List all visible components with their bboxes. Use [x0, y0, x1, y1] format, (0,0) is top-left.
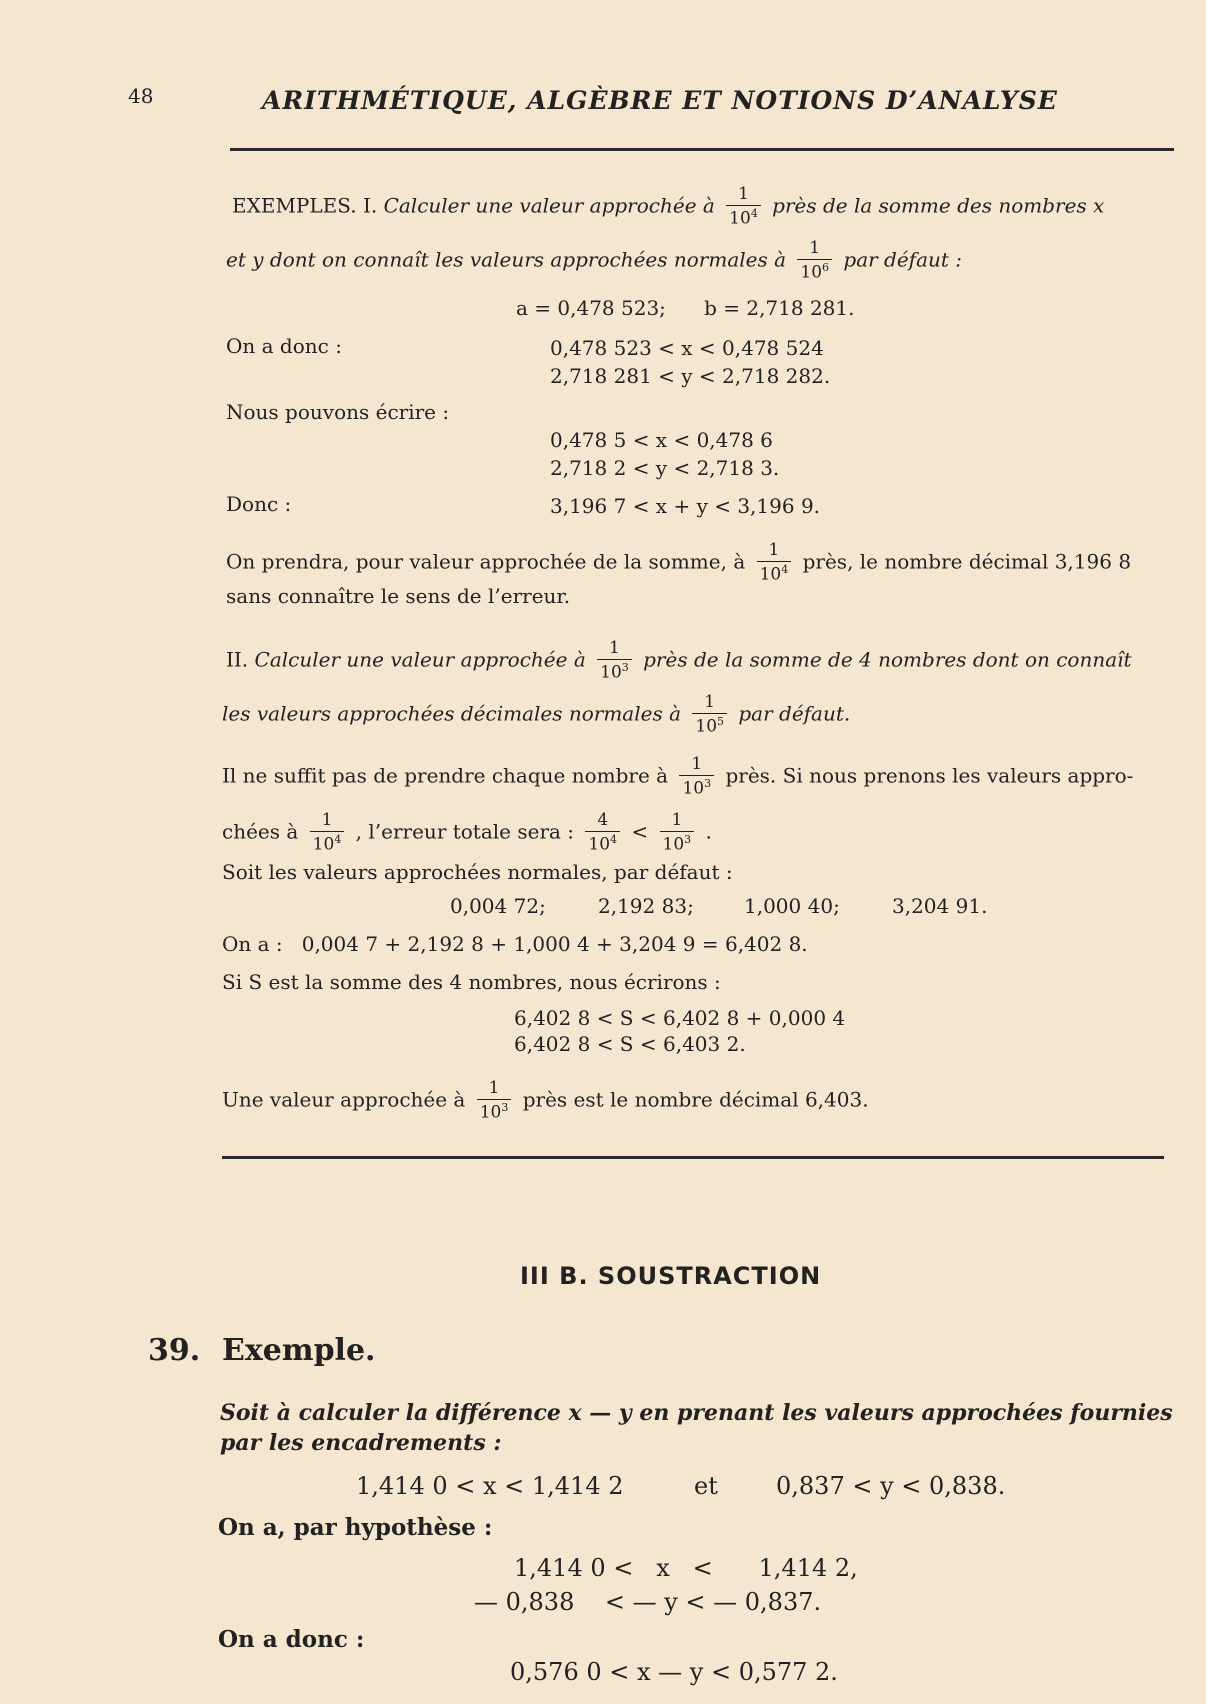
- example-1-conclusion-line-1: On prendra, pour valeur approchée de la somme, à $\frac{1}{10^4}$ près, le nombre décimal 3,196 8: [226, 540, 1132, 585]
- example-1-question-c: et y dont on connaît les valeurs approchées normales à: [226, 247, 787, 272]
- hypothesis-line-2: — 0,838 < — y < — 0,837.: [474, 1588, 822, 1616]
- fraction: $\frac{1}{10^3}$: [597, 640, 632, 682]
- example-1-question-a: Calculer une valeur approchée à: [383, 193, 715, 218]
- example-39-statement-2: par les encadrements :: [220, 1430, 502, 1456]
- example-2-line-2: les valeurs approchées décimales normales à $\frac{1}{10^5}$ par défaut.: [222, 692, 851, 737]
- value-1: 0,004 72;: [450, 894, 546, 918]
- example-2-si: Si S est la somme des 4 nombres, nous écrirons :: [222, 970, 721, 994]
- example-1-question-b: près de la somme des nombres x: [772, 193, 1105, 218]
- example-2-paragraph-line-2: chées à $\frac{1}{10^4}$ , l’erreur totale sera : $\frac{4}{10^4}$ < $\frac{1}{10^3}$ .: [222, 810, 712, 855]
- value-3: 1,000 40;: [744, 894, 840, 918]
- fraction: $\frac{1}{10^3}$: [660, 812, 695, 854]
- example-2-paragraph-line-1: Il ne suffit pas de prendre chaque nombre à $\frac{1}{10^3}$ près. Si nous prenons les valeurs appro-: [222, 754, 1134, 799]
- fraction: $\frac{1}{10^4}$: [757, 542, 792, 584]
- label-hypothese: On a, par hypothèse :: [218, 1514, 493, 1541]
- fraction: $\frac{1}{10^4}$: [726, 186, 761, 228]
- section-title: III B. SOUSTRACTION: [520, 1262, 822, 1290]
- inequality-x: 0,478 523 < x < 0,478 524: [550, 336, 824, 360]
- fraction: $\frac{1}{10^3}$: [679, 756, 714, 798]
- example-39-statement-1: Soit à calculer la différence x — y en prenant les valeurs approchées fournies: [220, 1400, 1173, 1426]
- example-1-conclusion-line-2: sans connaître le sens de l’erreur.: [226, 584, 571, 608]
- bound-x: 1,414 0 < x < 1,414 2: [356, 1472, 624, 1500]
- fraction: $\frac{1}{10^5}$: [692, 694, 727, 736]
- label-donc: Donc :: [226, 492, 292, 516]
- example-1-lead: EXEMPLES. I.: [232, 193, 378, 218]
- label-on-a-donc: On a donc :: [226, 334, 342, 358]
- inequality-s-2: 6,402 8 < S < 6,403 2.: [514, 1032, 746, 1056]
- header-rule: [230, 148, 1174, 151]
- example-39-heading: Exemple.: [222, 1333, 376, 1368]
- hypothesis-line-1: 1,414 0 < x < 1,414 2,: [514, 1554, 858, 1582]
- inequality-x-rounded: 0,478 5 < x < 0,478 6: [550, 428, 773, 452]
- example-1-question-d: par défaut :: [843, 247, 963, 272]
- example-2-line-1: II. Calculer une valeur approchée à $\frac{1}{10^3}$ près de la somme de 4 nombres dont on connaît: [226, 638, 1132, 683]
- example-2-soit: Soit les valeurs approchées normales, par défaut :: [222, 860, 733, 884]
- label-on-a-donc-2: On a donc :: [218, 1626, 365, 1653]
- fraction: $\frac{4}{10^4}$: [585, 812, 620, 854]
- fraction: $\frac{1}{10^4}$: [310, 812, 345, 854]
- fraction: $\frac{1}{10^3}$: [477, 1080, 512, 1122]
- label-nous-pouvons: Nous pouvons écrire :: [226, 400, 450, 424]
- inequality-y: 2,718 281 < y < 2,718 282.: [550, 364, 831, 388]
- inequality-s-1: 6,402 8 < S < 6,402 8 + 0,000 4: [514, 1006, 846, 1030]
- example-39-number: 39.: [148, 1333, 201, 1368]
- sum-line: On a : 0,004 7 + 2,192 8 + 1,000 4 + 3,204 9 = 6,402 8.: [222, 932, 808, 956]
- fraction: $\frac{1}{10^6}$: [797, 240, 832, 282]
- inequality-y-rounded: 2,718 2 < y < 2,718 3.: [550, 456, 780, 480]
- example-1-line-2: [226, 240, 962, 282]
- inequality-sum: 3,196 7 < x + y < 3,196 9.: [550, 494, 821, 518]
- running-title: ARITHMÉTIQUE, ALGÈBRE ET NOTIONS D’ANALYSE: [262, 86, 1058, 115]
- section-rule: [222, 1156, 1164, 1159]
- value-2: 2,192 83;: [598, 894, 694, 918]
- given-values: a = 0,478 523; b = 2,718 281.: [516, 296, 855, 320]
- page-number: 48: [128, 84, 154, 108]
- result-inequality: 0,576 0 < x — y < 0,577 2.: [510, 1658, 838, 1686]
- value-4: 3,204 91.: [892, 894, 988, 918]
- example-2-lead: II.: [226, 647, 249, 672]
- example-2-conclusion: Une valeur approchée à $\frac{1}{10^3}$ près est le nombre décimal 6,403.: [222, 1078, 869, 1123]
- example-1-line-1: [232, 186, 1104, 228]
- bound-et: et: [694, 1472, 718, 1500]
- bound-y: 0,837 < y < 0,838.: [776, 1472, 1006, 1500]
